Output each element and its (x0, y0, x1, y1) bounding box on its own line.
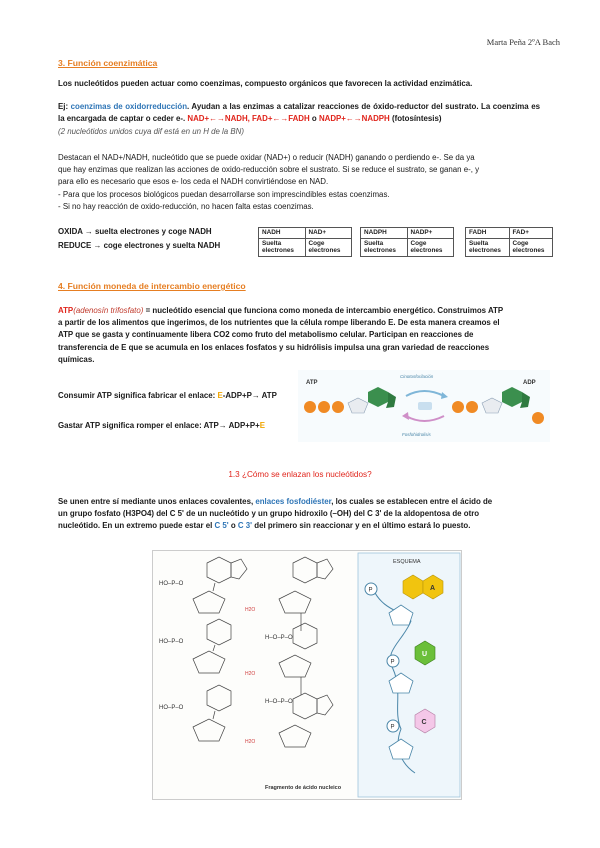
svg-text:Fragmento de ácido nucleico: Fragmento de ácido nucleico (265, 785, 342, 791)
gastar-line: Gastar ATP significa romper el enlace: ATP→ ADP+P+E (58, 421, 265, 430)
svg-text:H–O–P–O: H–O–P–O (265, 699, 293, 705)
nucleic-acid-illustration (153, 551, 463, 801)
svg-text:Cinotosforilación: Cinotosforilación (400, 374, 434, 379)
consumir-line: Consumir ATP significa fabricar el enlace: E-ADP+P→ ATP (58, 391, 277, 400)
atp-cycle-illustration (298, 370, 550, 442)
svg-text:C: C (421, 719, 427, 726)
svg-text:H2O: H2O (245, 671, 256, 677)
svg-text:A: A (430, 585, 436, 592)
nucleic-acid-figure (152, 550, 462, 800)
svg-text:ATP: ATP (306, 380, 318, 386)
svg-text:H2O: H2O (245, 739, 256, 745)
svg-text:U: U (422, 651, 428, 658)
svg-text:P: P (390, 724, 395, 731)
svg-text:HO–P–O: HO–P–O (159, 705, 184, 711)
svg-text:ADP: ADP (523, 380, 536, 386)
section4-paragraph: ATP(adenosín trifosfato) = nucleótido esencial que funciona como moneda de intercambio energético. Construimos ATP a partir de los alimentos que ingerimos, de los nutrientes que la célula rompe liberando E. De esta manera creamos el ATP que se gasta y continuamente libera CO2 como fruto del metabolismo celular. Participan en reacciones de transferencia de E que se acumula en los enlaces fosfatos y su hidrólisis impulsa una gran variedad de reacciones químicas. (58, 306, 504, 364)
svg-text:ESQUEMA: ESQUEMA (393, 559, 421, 565)
oxida-line: OXIDA → suelta electrones y coge NADH (58, 227, 212, 236)
nadph-table: NADPH NADP+ Suelta electrones Coge electrones (360, 227, 454, 257)
section3-paragraph: Destacan el NAD+/NADH, nucleótido que se puede oxidar (NAD+) o reducir (NADH) ganando o perdiendo e-. Se da ya que hay enzimas que realizan las acciones de oxido-reducción sobre el sustrato. Si se reduce el sustrato, se ganan e-, y para ello es necesario que esos e- los ceda el NADH convirtiéndose en NAD. - Para que los procesos biológicos puedan desarrollarse son imprescindibles estas coenzimas. - Si no hay reacción de oxido-reducción, no hacen falta estas coenzimas. (58, 153, 480, 211)
svg-text:HO–P–O: HO–P–O (159, 581, 184, 587)
section13-title: 1.3 ¿Cómo se enlazan los nucleótidos? (228, 470, 372, 479)
section3-title: 3. Función coenzimática (58, 58, 158, 68)
section3-example: Ej: coenzimas de oxidorreducción. Ayudan a las enzimas a catalizar reacciones de óxido-reductor del sustrato. La coenzima es la encargada de captar o ceder e-. NAD+←→NADH, FAD+←→FADH o NADP+←→NADPH (fotosíntesis) (58, 102, 540, 124)
svg-text:H–O–P–O: H–O–P–O (265, 635, 293, 641)
section3-note: (2 nucleótidos unidos cuya dif está en un H de la BN) (58, 127, 244, 136)
atp-cycle-figure (298, 370, 550, 442)
reduce-line: REDUCE → coge electrones y suelta NADH (58, 241, 221, 250)
svg-text:H2O: H2O (245, 607, 256, 613)
nadh-table: NADH NAD+ Suelta electrones Coge electrones (258, 227, 352, 257)
section4-title: 4. Función moneda de intercambio energético (58, 281, 246, 291)
fadh-table: FADH FAD+ Suelta electrones Coge electrones (465, 227, 553, 257)
author-header: Marta Peña 2ºA Bach (486, 37, 560, 47)
svg-text:HO–P–O: HO–P–O (159, 639, 184, 645)
svg-text:P: P (390, 659, 395, 666)
section3-intro: Los nucleótidos pueden actuar como coenzimas, compuesto orgánicos que favorecen la actividad enzimática. (58, 79, 473, 88)
svg-text:P: P (368, 587, 373, 594)
svg-text:Fosfohidrolisis: Fosfohidrolisis (402, 432, 431, 437)
section13-paragraph: Se unen entre sí mediante unos enlaces covalentes, enlaces fosfodiéster, los cuales se establecen entre el ácido de un grupo fosfato (H3PO4) del C 5' de un nucleótido y un grupo hidroxilo (–OH) del C 3' de la aldopentosa de otro nucleótido. En un extremo puede estar el C 5' o C 3' del primero sin reaccionar y en el último estará lo puesto. (58, 497, 493, 531)
